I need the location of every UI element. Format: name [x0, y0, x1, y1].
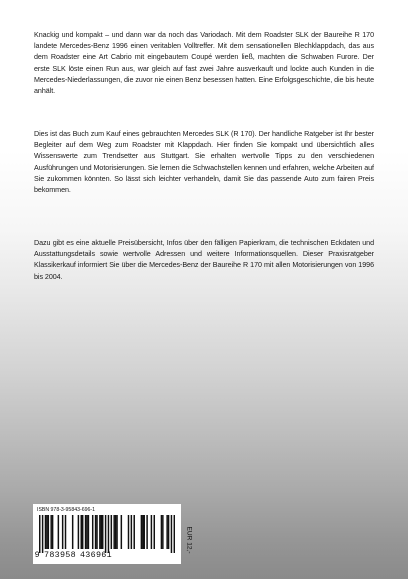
barcode-bar: [101, 515, 102, 549]
paragraph-text: Knackig und kompakt – und dann war da noch das Variodach. Mit dem Roadster SLK der Baureihe R 170 landete Mercedes-Benz 1996 einen veritablen Volltreffer. Mit dem sensationellen Blechklappdach, das aus dem Roadster eine Art Cabrio mit eingebautem Coupé werden ließ, machten die Schwaben Furore. Der erste SLK löste einen Run aus, war gleich auf fast zwei Jahre ausverkauft und lockte auch Kunden in die Mercedes-Niederlassungen, die zuvor nie einen Benz besessen hatten. Eine Erfolgsgeschichte, die bis heute anhält.: [34, 31, 374, 96]
barcode-bar: [58, 515, 59, 549]
barcode-bar: [65, 515, 66, 549]
barcode-bar: [52, 515, 53, 549]
barcode-bar: [171, 515, 172, 553]
barcode-bar: [85, 515, 86, 549]
barcode-bar: [45, 515, 46, 549]
barcode-bar: [121, 515, 122, 549]
barcode-bar: [151, 515, 152, 549]
barcode-bar: [146, 515, 147, 549]
barcode-left-group: 783958: [44, 550, 76, 560]
barcode-bar: [92, 515, 93, 549]
barcode-bar: [133, 515, 134, 549]
barcode-bar: [105, 515, 106, 553]
barcode-bar: [78, 515, 79, 549]
barcode-bar: [174, 515, 175, 553]
barcode-bar: [162, 515, 163, 549]
barcode-digits: [33, 550, 181, 560]
barcode-bar: [142, 515, 143, 549]
price-text: EUR 12,-: [185, 526, 193, 554]
barcode-bar: [42, 515, 43, 553]
barcode-bar: [86, 515, 87, 549]
barcode-bar: [88, 515, 89, 549]
barcode-bar: [82, 515, 83, 549]
barcode-bar: [111, 515, 112, 549]
barcode-bar: [115, 515, 116, 549]
barcode-bar: [46, 515, 47, 549]
barcode-bar: [154, 515, 155, 549]
blurb-paragraph-intro: [34, 30, 374, 97]
paragraph-text: Dazu gibt es eine aktuelle Preisübersicht, Infos über den fälligen Papierkram, die technischen Eckdaten und Ausstattungsdetails sowie wertvolle Adressen und weitere Informationsquellen. Dieser Praxisratgeber Klassikerkauf informiert Sie über die Mercedes-Benz der Baureihe R 170 mit allen Motorisierungen von 1996 bis 2004.: [34, 239, 374, 281]
barcode-bar: [141, 515, 142, 549]
barcode-bar: [113, 515, 114, 549]
blurb-paragraph-extras: [34, 238, 374, 283]
blurb-paragraph-guide: [34, 129, 374, 196]
paragraph-text: Dies ist das Buch zum Kauf eines gebrauchten Mercedes SLK (R 170). Der handliche Ratgeber ist Ihr bester Begleiter auf dem Weg zum Roadster mit Klappdach. Hier finden Sie kompakt und übersichtlich alles Wissenswerte zum Trendsetter aus Stuttgart. Sie erhalten wertvolle Tipps zu den verschiedenen Ausführungen und Motorisierungen. Sie lernen die Schwachstellen kennen und erfahren, welche Arbeiten auf Sie zukommen könnten. So lässt sich leichter verhandeln, damit Sie das passende Auto zum fairen Preis bekommen.: [34, 130, 374, 195]
barcode-right-group: 436961: [79, 550, 112, 560]
barcode-bar: [62, 515, 63, 549]
barcode-bar: [128, 515, 129, 549]
barcode-image: [39, 515, 175, 553]
price-label: [184, 518, 194, 562]
barcode-bar: [39, 515, 40, 553]
barcode-bar: [131, 515, 132, 549]
barcode-bar: [96, 515, 97, 549]
isbn-barcode-block: [33, 504, 181, 564]
barcode-bar: [161, 515, 162, 549]
barcode-bar: [81, 515, 82, 549]
barcode-bar: [50, 515, 51, 549]
barcode-bar: [95, 515, 96, 549]
barcode-bar: [108, 515, 109, 553]
barcode-bar: [116, 515, 117, 549]
barcode-bar: [99, 515, 100, 549]
barcode-bar: [102, 515, 103, 549]
barcode-bar: [166, 515, 167, 549]
barcode-bar: [72, 515, 73, 549]
barcode-first-digit: 9: [34, 550, 40, 560]
isbn-label: ISBN 978-3-95843-696-1: [37, 507, 95, 513]
barcode-bar: [48, 515, 49, 549]
barcode-bar: [144, 515, 145, 549]
barcode-bar: [168, 515, 169, 549]
